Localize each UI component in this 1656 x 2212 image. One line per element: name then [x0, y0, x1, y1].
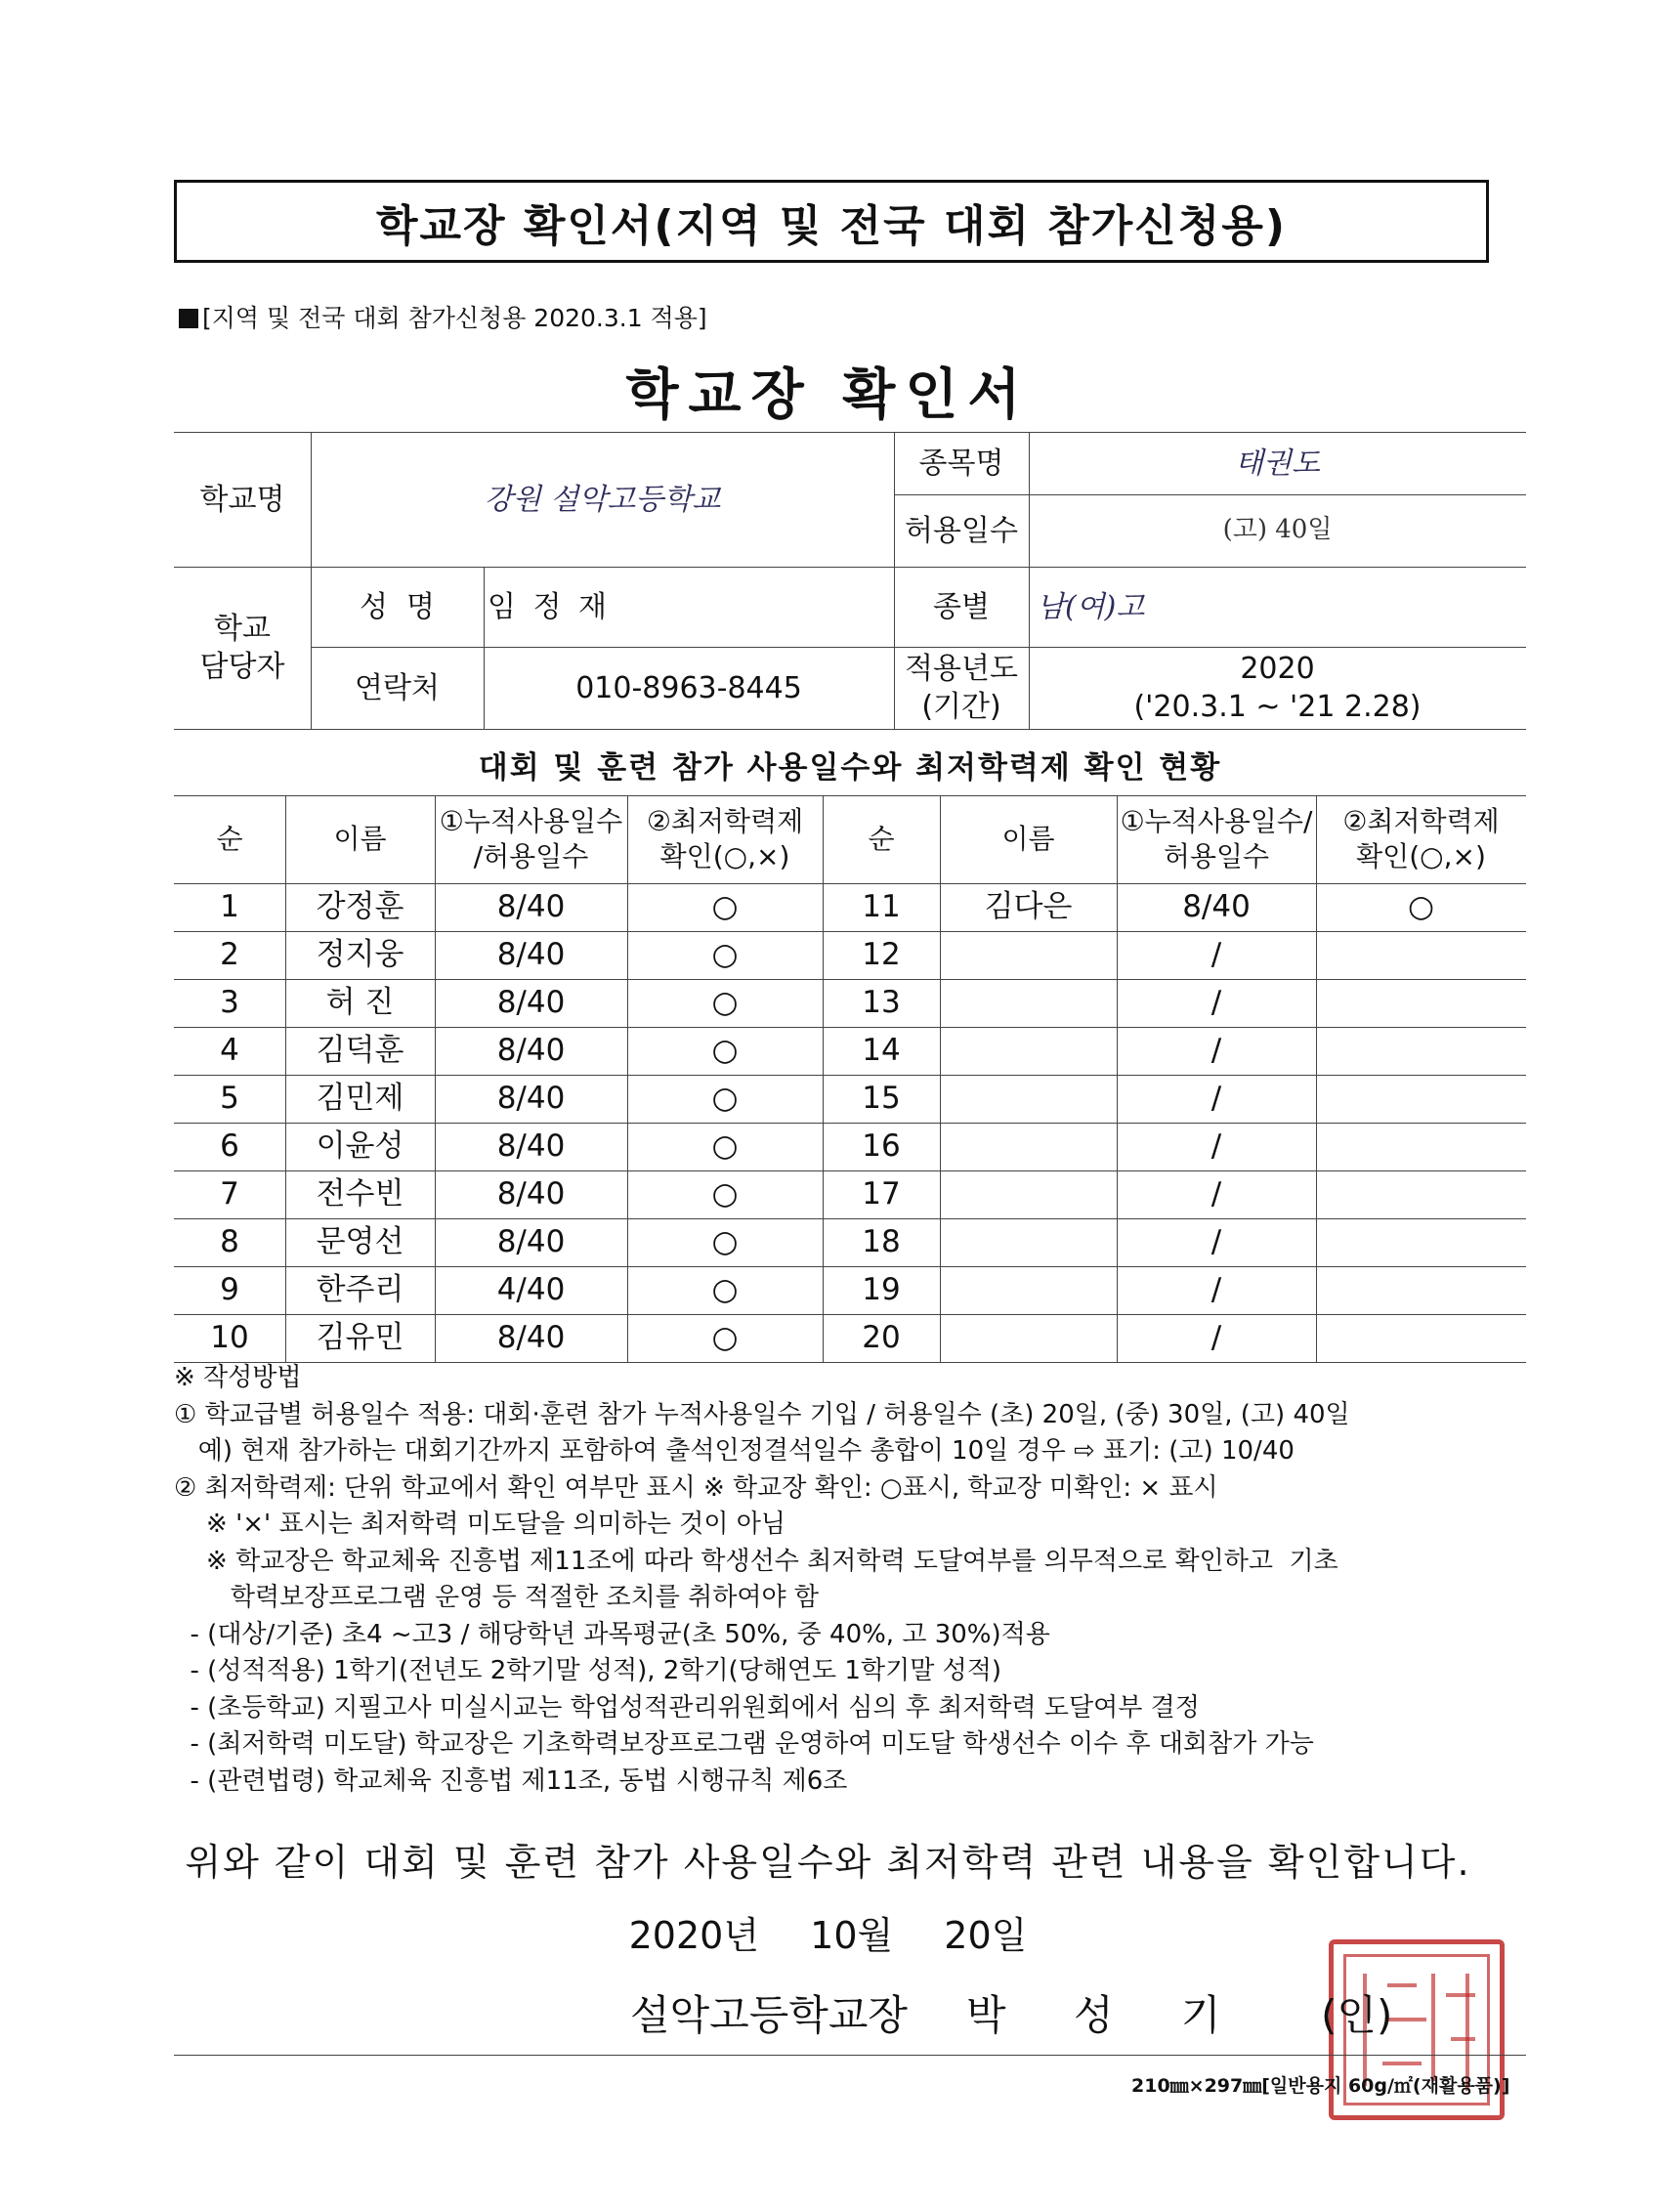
- student-right-no: 12: [862, 937, 901, 973]
- student-left-no: 5: [220, 1081, 239, 1117]
- student-left-check: ○: [711, 1224, 739, 1260]
- header-order-left: 순: [216, 822, 243, 855]
- student-right-days: /: [1210, 1081, 1222, 1117]
- student-right-name: [940, 1218, 1117, 1266]
- student-right-check: [1316, 1075, 1526, 1123]
- student-left-no: 3: [220, 985, 239, 1021]
- student-right-name: [940, 1314, 1117, 1362]
- student-right-name: [940, 979, 1117, 1027]
- student-left-days: 8/40: [496, 889, 566, 925]
- year-label-line1: 적용년도: [905, 652, 1018, 686]
- instruction-line: - (초등학교) 지필고사 미실시교는 학업성적관리위원회에서 심의 후 최저학력 도달여부 결정: [174, 1692, 1200, 1723]
- student-left-name: 김민제: [316, 1081, 404, 1117]
- student-right-no: 15: [862, 1081, 901, 1117]
- student-right-days: /: [1210, 1176, 1222, 1212]
- student-left-days: 8/40: [496, 1128, 566, 1165]
- student-right-check: [1316, 1027, 1526, 1075]
- date-year: 2020년: [628, 1914, 760, 1957]
- student-left-no: 2: [220, 937, 239, 973]
- header-check-left: [627, 795, 823, 883]
- student-left-check: ○: [711, 1176, 739, 1212]
- student-right-check: [1316, 1314, 1526, 1362]
- student-right-name: [940, 1027, 1117, 1075]
- principal-name: 박 성 기: [966, 1991, 1249, 2039]
- name-label: 성 명: [359, 589, 436, 624]
- student-left-no: 10: [210, 1320, 249, 1356]
- header-check-right: [1316, 795, 1526, 883]
- paper-spec: 210㎜×297㎜[일반용지 60g/㎡(재활용품)]: [1131, 2075, 1510, 2097]
- student-left-name: 허 진: [325, 985, 395, 1021]
- contact-label: 연락처: [355, 670, 440, 705]
- student-left-check: ○: [711, 1128, 739, 1165]
- student-left-days: 8/40: [496, 1033, 566, 1069]
- instruction-line: ※ 작성방법: [174, 1363, 302, 1392]
- student-left-no: 4: [220, 1033, 239, 1069]
- manager-label: [174, 567, 311, 729]
- student-left-name: 김유민: [316, 1320, 404, 1356]
- student-right-no: 14: [862, 1033, 901, 1069]
- student-left-days: 8/40: [496, 1081, 566, 1117]
- school-name-label: 학교명: [199, 482, 285, 517]
- header-title: 학교장 확인서(지역 및 전국 대회 참가신청용): [174, 180, 1489, 263]
- confirmation-statement: 위와 같이 대회 및 훈련 참가 사용일수와 최저학력 관련 내용을 확인합니다.: [185, 1841, 1471, 1884]
- event-value: 태권도: [1235, 446, 1320, 481]
- student-right-days: /: [1210, 985, 1222, 1021]
- school-name-value: 강원 설악고등학교: [484, 482, 721, 517]
- header-check-right-line1: ②최저학력제: [1342, 804, 1500, 837]
- square-bullet-icon: [179, 309, 198, 328]
- header-check-left-line2: 확인(○,×): [659, 840, 790, 872]
- header-cumulative-right-line2: 허용일수: [1163, 840, 1270, 872]
- applied-note-text: [지역 및 전국 대회 참가신청용 2020.3.1 적용]: [202, 304, 707, 332]
- student-left-check: ○: [711, 1033, 739, 1069]
- status-title: 대회 및 훈련 참가 사용일수와 최저학력제 확인 현황: [478, 750, 1222, 786]
- header-order-right: 순: [868, 822, 895, 855]
- header-check-right-line2: 확인(○,×): [1356, 840, 1486, 872]
- student-right-no: 16: [862, 1128, 901, 1165]
- instruction-line: - (최저학력 미도달) 학교장은 기초학력보장프로그램 운영하여 미도달 학생선수 이수 후 대회참가 가능: [174, 1729, 1314, 1759]
- student-right-no: 19: [862, 1272, 901, 1308]
- student-right-days: /: [1210, 1033, 1222, 1069]
- student-left-days: 8/40: [496, 1320, 566, 1356]
- year-value-line1: 2020: [1240, 652, 1315, 686]
- year-value-line2: ('20.3.1 ~ '21 2.28): [1133, 690, 1422, 724]
- header-name-right: 이름: [1001, 822, 1055, 855]
- student-left-days: 8/40: [496, 937, 566, 973]
- student-left-name: 정지웅: [316, 937, 404, 973]
- contact-value: 010-8963-8445: [575, 670, 802, 705]
- instruction-line: 예) 현재 참가하는 대회기간까지 포함하여 출석인정결석일수 총합이 10일 경우 ⇨ 표기: (고) 10/40: [174, 1436, 1295, 1466]
- instruction-line: - (관련법령) 학교체육 진흥법 제11조, 동법 시행규칙 제6조: [174, 1765, 848, 1796]
- student-right-no: 13: [862, 985, 901, 1021]
- student-right-no: 11: [862, 889, 901, 925]
- instruction-line: - (대상/기준) 초4 ~고3 / 해당학년 과목평균(초 50%, 중 40%, 고 30%)적용: [174, 1619, 1050, 1649]
- instruction-line: ※ 학교장은 학교체육 진흥법 제11조에 따라 학생선수 최저학력 도달여부를 의무적으로 확인하고 기초: [174, 1546, 1338, 1576]
- writing-instructions: [174, 1360, 1350, 1800]
- student-left-name: 강정훈: [316, 889, 404, 925]
- student-right-days: /: [1210, 1272, 1222, 1308]
- student-right-no: 17: [862, 1176, 901, 1212]
- header-cumulative-left-line1: ①누적사용일수: [439, 804, 623, 837]
- student-right-check: [1316, 1123, 1526, 1170]
- student-right-name: [940, 1170, 1117, 1218]
- student-left-days: 8/40: [496, 1176, 566, 1212]
- student-left-no: 8: [220, 1224, 239, 1260]
- instruction-line: ① 학교급별 허용일수 적용: 대회·훈련 참가 누적사용일수 기입 / 허용일수 (초) 20일, (중) 30일, (고) 40일: [174, 1399, 1350, 1429]
- student-left-days: 8/40: [496, 985, 566, 1021]
- gender-value: 남(여)고: [1037, 589, 1145, 624]
- principal-signature: [630, 1983, 1248, 2042]
- student-right-name: 김다은: [984, 889, 1073, 925]
- student-right-no: 20: [862, 1320, 901, 1356]
- allowed-days-label: 허용일수: [905, 513, 1018, 548]
- date-month: 10월: [810, 1914, 894, 1957]
- student-left-days: 8/40: [496, 1224, 566, 1260]
- document-title: 학교장 확인서: [625, 363, 1031, 427]
- student-left-name: 이윤성: [316, 1128, 404, 1165]
- header-cumulative-right-line1: ①누적사용일수/: [1120, 804, 1313, 837]
- student-right-days: /: [1210, 1320, 1222, 1356]
- student-right-check: ○: [1407, 889, 1435, 925]
- instruction-line: ② 최저학력제: 단위 학교에서 확인 여부만 표시 ※ 학교장 확인: ○표시, 학교장 미확인: × 표시: [174, 1472, 1218, 1503]
- student-left-name: 전수빈: [316, 1176, 404, 1212]
- year-value: [1029, 647, 1526, 729]
- student-left-no: 9: [220, 1272, 239, 1308]
- name-value: 임 정 재: [488, 589, 612, 624]
- student-right-name: [940, 931, 1117, 979]
- header-check-left-line1: ②최저학력제: [646, 804, 804, 837]
- student-right-check: [1316, 979, 1526, 1027]
- student-right-days: /: [1210, 937, 1222, 973]
- header-name-left: 이름: [333, 822, 387, 855]
- year-label-line2: (기간): [921, 690, 1001, 724]
- student-right-check: [1316, 931, 1526, 979]
- seal-mark: (인): [1321, 1991, 1393, 2039]
- student-right-no: 18: [862, 1224, 901, 1260]
- student-left-check: ○: [711, 889, 739, 925]
- student-left-check: ○: [711, 985, 739, 1021]
- student-right-days: /: [1210, 1224, 1222, 1260]
- event-label: 종목명: [918, 446, 1004, 481]
- applied-note: [179, 299, 707, 334]
- student-left-check: ○: [711, 1081, 739, 1117]
- student-right-name: [940, 1123, 1117, 1170]
- principal-title: 설악고등학교장: [630, 1991, 909, 2039]
- student-left-no: 6: [220, 1128, 239, 1165]
- year-label: [894, 647, 1029, 729]
- header-cumulative-left-line2: /허용일수: [473, 840, 589, 872]
- gender-label: 종별: [933, 589, 990, 624]
- student-right-check: [1316, 1170, 1526, 1218]
- student-left-name: 김덕훈: [316, 1033, 404, 1069]
- instruction-line: - (성적적용) 1학기(전년도 2학기말 성적), 2학기(당해연도 1학기말 성적): [174, 1656, 1001, 1685]
- allowed-days-value: (고) 40일: [1222, 515, 1333, 545]
- manager-label-line2: 담당자: [199, 650, 285, 684]
- student-right-name: [940, 1266, 1117, 1314]
- student-left-check: ○: [711, 1272, 739, 1308]
- student-right-check: [1316, 1266, 1526, 1314]
- header-cumulative-left: [435, 795, 627, 883]
- student-right-days: /: [1210, 1128, 1222, 1165]
- student-left-days: 4/40: [496, 1272, 566, 1308]
- student-left-check: ○: [711, 937, 739, 973]
- student-left-name: 문영선: [316, 1224, 404, 1260]
- student-left-check: ○: [711, 1320, 739, 1356]
- header-cumulative-right: [1117, 795, 1316, 883]
- student-left-no: 7: [220, 1176, 239, 1212]
- instruction-line: ※ '×' 표시는 최저학력 미도달을 의미하는 것이 아님: [174, 1510, 786, 1539]
- student-right-days: 8/40: [1182, 889, 1251, 925]
- instruction-line: 학력보장프로그램 운영 등 적절한 조치를 취하여야 함: [174, 1583, 819, 1612]
- student-left-no: 1: [220, 889, 239, 925]
- manager-label-line1: 학교: [214, 612, 271, 646]
- student-left-name: 한주리: [316, 1272, 404, 1308]
- date-day: 20일: [944, 1914, 1028, 1957]
- student-right-check: [1316, 1218, 1526, 1266]
- student-right-name: [940, 1075, 1117, 1123]
